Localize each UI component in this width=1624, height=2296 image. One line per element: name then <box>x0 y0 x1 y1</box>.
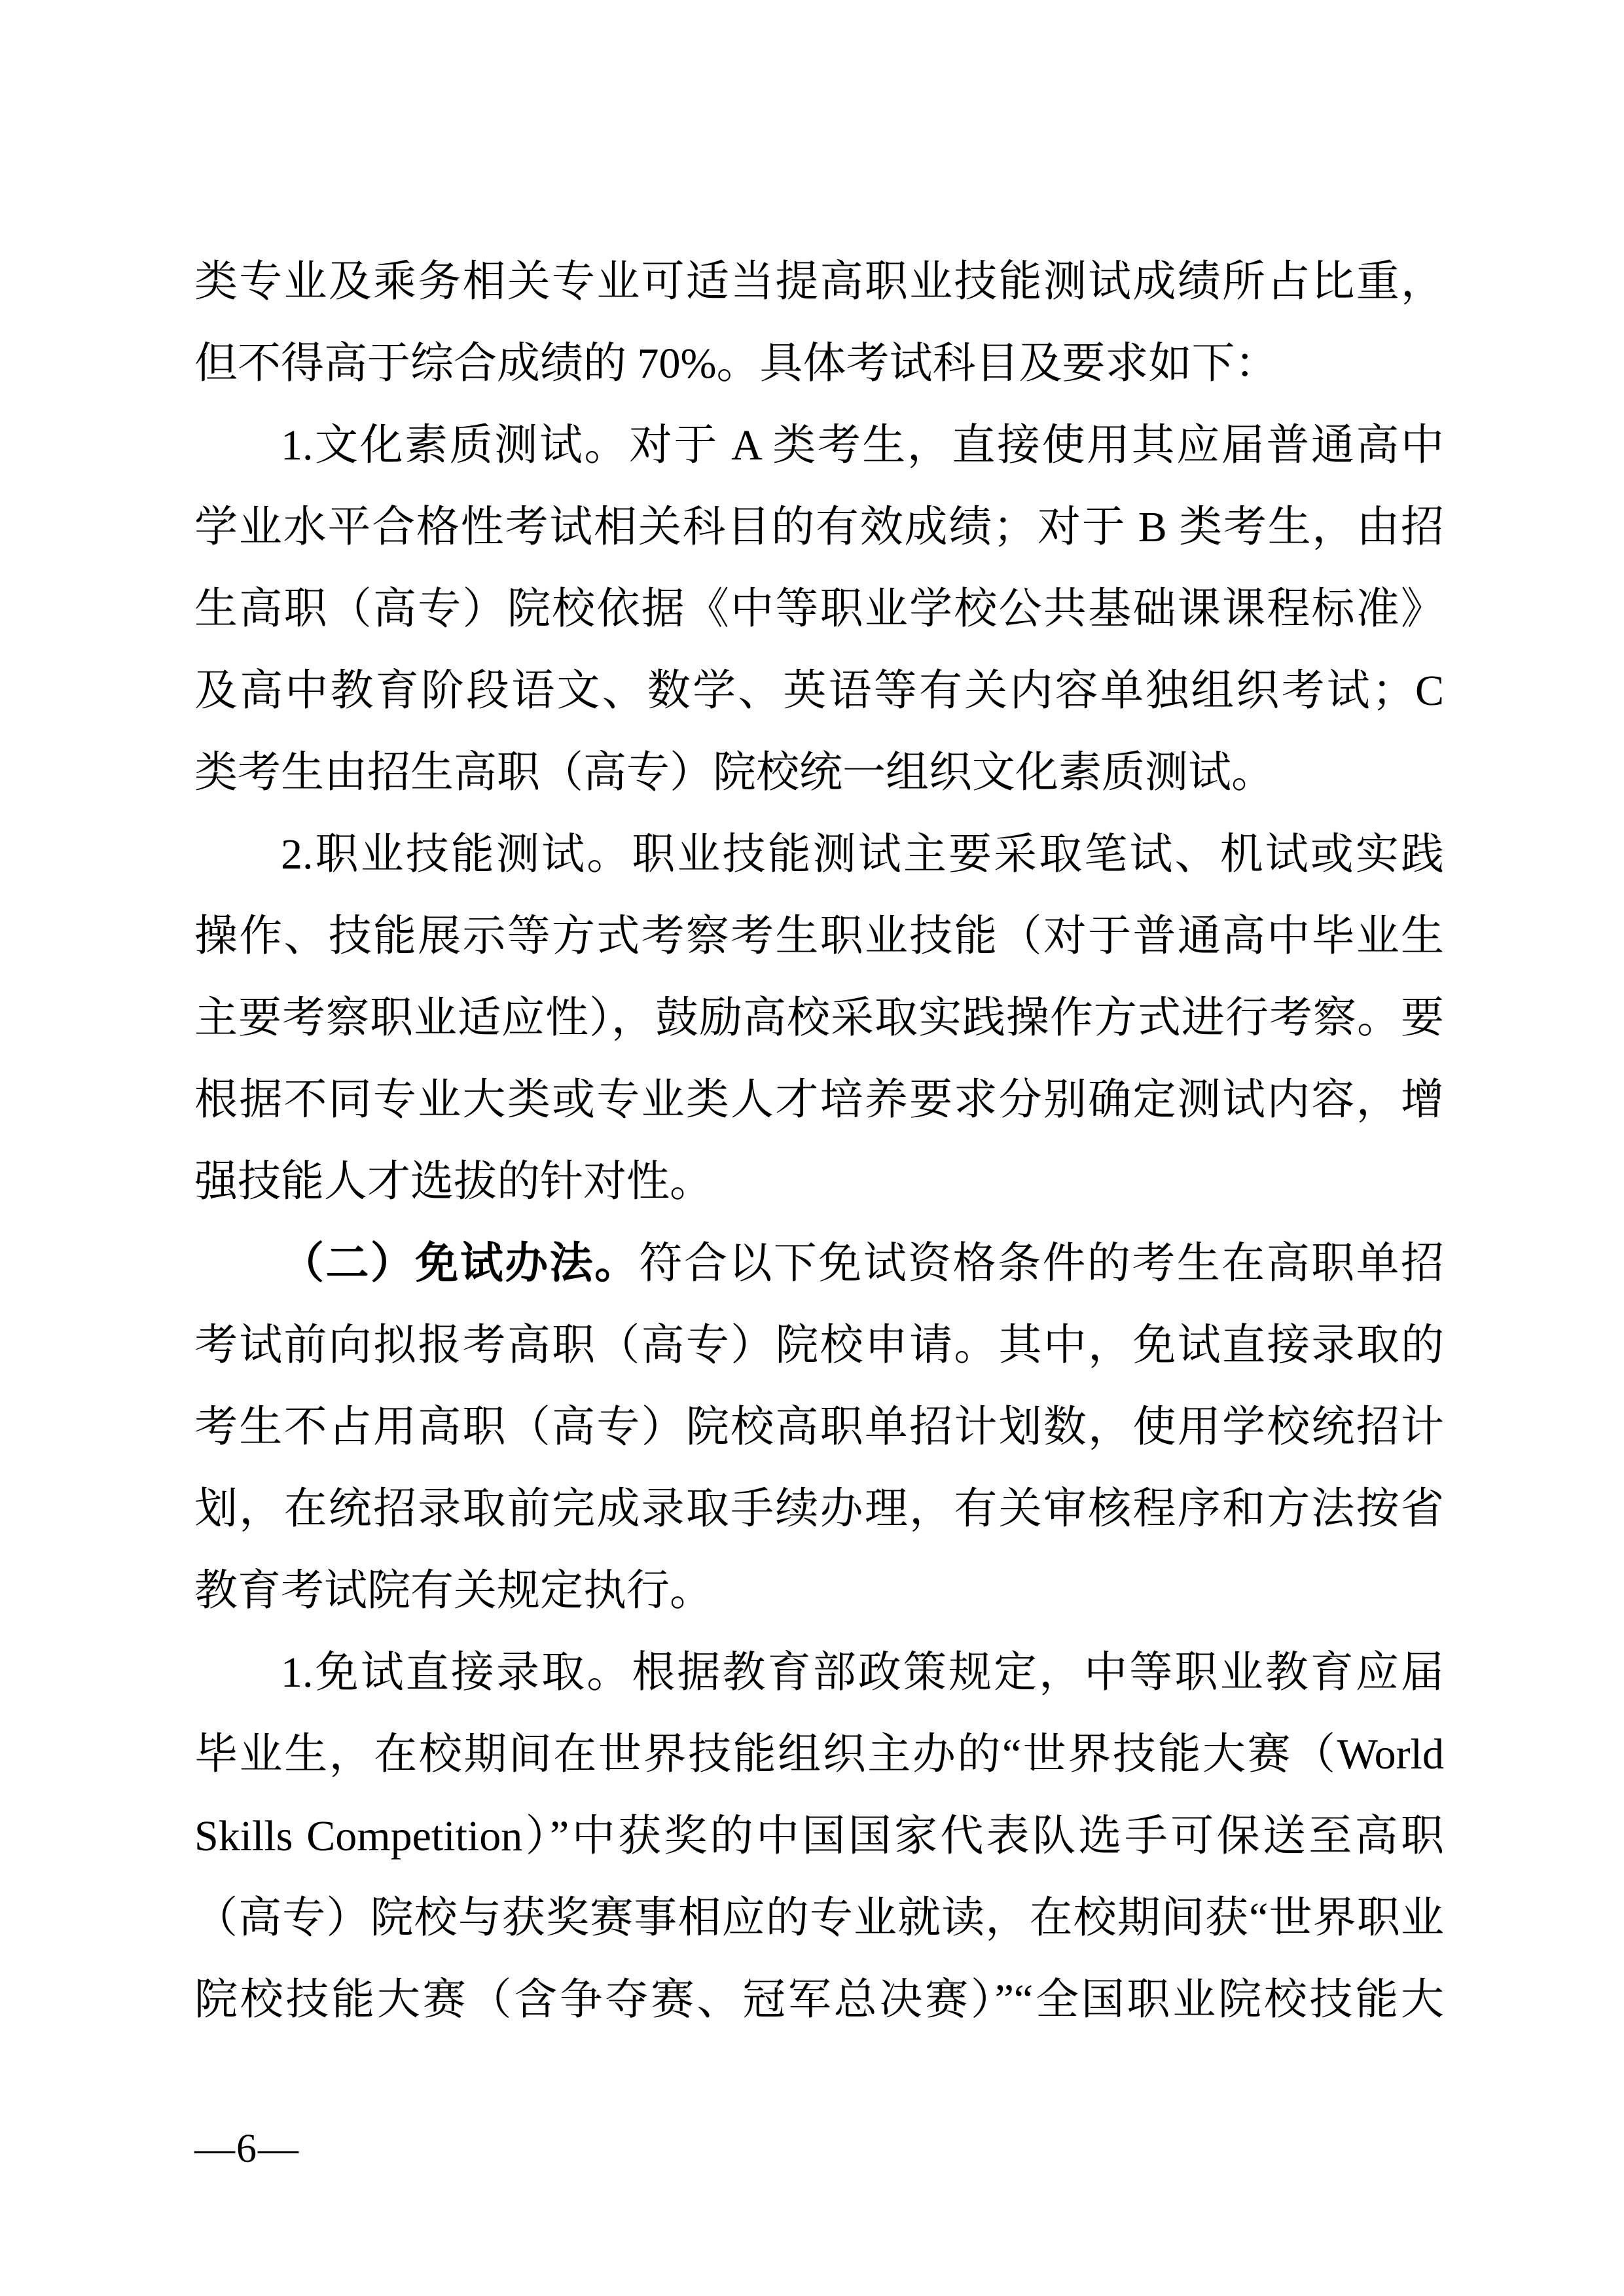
line-text: 操作、技能展示等方式考察考生职业技能（对于普通高中毕业生 <box>194 912 1444 960</box>
line-text: 强技能人才选拔的针对性。 <box>194 1158 713 1206</box>
text-line-22 <box>194 1959 1444 2041</box>
line-text: 主要考察职业适应性），鼓励高校采取实践操作方式进行考察。要 <box>194 994 1444 1042</box>
text-line-16 <box>194 1468 1444 1550</box>
line-text: 类专业及乘务相关专业可适当提高职业技能测试成绩所占比重， <box>194 258 1444 306</box>
line-text: 根据不同专业大类或专业类人才培养要求分别确定测试内容，增 <box>194 1076 1444 1124</box>
line-text: 划，在统招录取前完成录取手续办理，有关审核程序和方法按省 <box>194 1485 1444 1533</box>
document-body <box>194 241 1444 2041</box>
text-line-13 <box>194 1223 1444 1304</box>
text-line-1 <box>194 241 1444 323</box>
text-line-12 <box>194 1141 1444 1223</box>
line-text: 符合以下免试资格条件的考生在高职单招 <box>639 1240 1445 1287</box>
line-text: 考生不占用高职（高专）院校高职单招计划数，使用学校统招计 <box>194 1403 1444 1451</box>
line-text: 生高职（高专）院校依据《中等职业学校公共基础课课程标准》 <box>194 585 1444 633</box>
text-line-18 <box>194 1632 1444 1713</box>
text-line-4 <box>194 486 1444 568</box>
text-line-3 <box>194 404 1444 486</box>
text-line-8 <box>194 814 1444 895</box>
line-text: 考试前向拟报考高职（高专）院校申请。其中，免试直接录取的 <box>194 1321 1444 1369</box>
line-text: 1.文化素质测试。对于 A 类考生，直接使用其应届普通高中 <box>281 422 1444 469</box>
line-text: 毕业生，在校期间在世界技能组织主办的“世界技能大赛（World <box>194 1731 1444 1778</box>
text-line-21 <box>194 1877 1444 1959</box>
text-line-11 <box>194 1059 1444 1141</box>
text-line-15 <box>194 1386 1444 1468</box>
line-text: 1.免试直接录取。根据教育部政策规定，中等职业教育应届 <box>281 1649 1444 1696</box>
text-line-7 <box>194 732 1444 814</box>
text-line-2 <box>194 323 1444 404</box>
text-line-5 <box>194 568 1444 650</box>
line-text: 教育考试院有关规定执行。 <box>194 1567 713 1615</box>
line-text: 但不得高于综合成绩的 70%。具体考试科目及要求如下： <box>194 340 1278 387</box>
text-line-19 <box>194 1713 1444 1795</box>
text-line-17 <box>194 1550 1444 1632</box>
line-text: Skills Competition）”中获奖的中国国家代表队选手可保送至高职 <box>194 1812 1444 1860</box>
text-line-20 <box>194 1795 1444 1877</box>
line-text: 类考生由招生高职（高专）院校统一组织文化素质测试。 <box>194 749 1274 797</box>
text-line-6 <box>194 650 1444 732</box>
line-text: 院校技能大赛（含争夺赛、冠军总决赛）”“全国职业院校技能大 <box>194 1976 1444 2024</box>
page-number: —6— <box>194 2126 300 2171</box>
text-line-10 <box>194 977 1444 1059</box>
line-text: （高专）院校与获奖赛事相应的专业就读，在校期间获“世界职业 <box>194 1894 1444 1942</box>
text-line-9 <box>194 895 1444 977</box>
line-text: 2.职业技能测试。职业技能测试主要采取笔试、机试或实践 <box>281 831 1444 878</box>
line-head: （二）免试办法。 <box>281 1240 640 1287</box>
line-text: 学业水平合格性考试相关科目的有效成绩；对于 B 类考生，由招 <box>194 503 1444 551</box>
text-line-14 <box>194 1304 1444 1386</box>
line-text: 及高中教育阶段语文、数学、英语等有关内容单独组织考试；C <box>194 667 1444 715</box>
